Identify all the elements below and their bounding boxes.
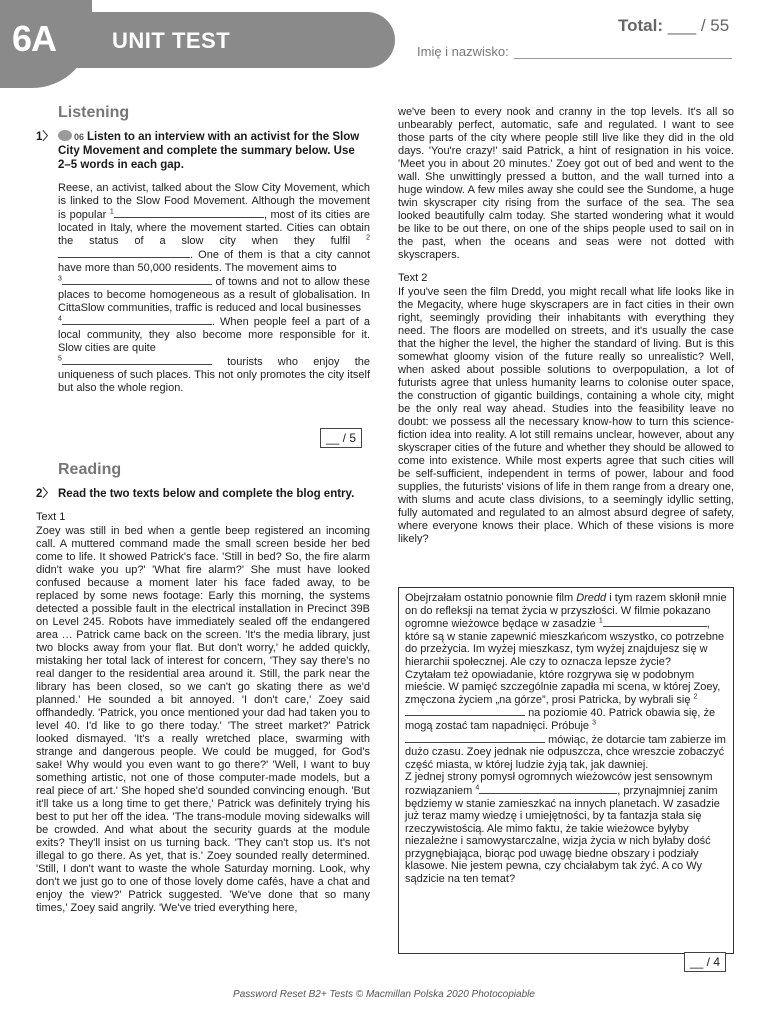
name-field[interactable] (514, 58, 732, 59)
gap-4[interactable] (62, 315, 212, 325)
gap-3[interactable] (62, 275, 212, 285)
track-number: 06 (74, 132, 85, 142)
reading-score-box[interactable]: __ / 4 (684, 952, 726, 972)
reading-title: Reading (58, 461, 122, 478)
task-number: 1〉 (36, 131, 54, 143)
blog-gap-3[interactable] (405, 733, 545, 743)
blog-gap-4[interactable] (479, 784, 617, 794)
blog-entry-text: Obejrzałam ostatnio ponownie film Dredd i tym razem skłonił mnie on do refleksji na temat życia w przyszłości. W filmie pokazano ogromne wieżowce będące w zasadzie $^1$ , które są w stanie zapewnić mieszkańcom wszystko, co potrzebne do przeżycia. Im wyżej mieszkasz, tym wyżej znajdujesz się w hierarchii społecznej. Ale czy to oznacza lepsze życie? Czytałam też opowiadanie, które rozgrywa się w podobnym mieście. W pamięć szczególnie zapadła mi scena, w której Zoey, zmęczona życiem „na górze”, prosi Patricka, by wybrali się $^2$ na poziomie 40. Patrick obawia się, że mogą zostać tam napadnięci. Próbuje $^3$ mówiąc, że dotarcie tam zabierze im dużo czasu. Zoey jednak nie odpuszcza, chce wreszcie zobaczyć część miasta, w której ludzie żyją tak, jak dawniej. Z jednej strony pomysł ogromnych wieżowców jest sensownym rozwiązaniem $^4$ , przynajmniej zanim będziemy w stanie zamieszkać na innych planetach. W zasadzie już teraz mamy wiedzę i umiejętności, by ta fantazja stała się rzeczywistością. Ale mimo faktu, że takie wieżowce byłyby niezależne i samowystarczalne, wizja życia w nich byłaby dość przygnębiająca, biorąc pod uwagę biedne obszary i podziały klasowe. Nie jestem pewna, czy chciałabym tak żyć. A co Wy sądzicie na ten temat? (405, 592, 727, 886)
text2-label: Text 2 (398, 272, 428, 284)
text1-body-part2: we've been to every nook and cranny in the top levels. It's all so unbearably perfect, automatic, safe and regulated. I want to see those parts of the city where people still live like they did in the old days. 'You're crazy!' said Patrick, a hint of resignation in his voice. 'Meet you in about 20 minutes.' Zoey got out of bed and went to the wall. She unwittingly pressed a button, and the wall turned into a huge window. A few miles away she could see the Sundome, a huge twin skyscraper city rising from the surface of the sea. The sea looked beautifully calm today. She started wondering what it would be like to be out there, on one of the ships people used to sail on in the past, when the oceans and seas were not dotted with skyscrapers. (398, 106, 734, 261)
unit-number: 6A (12, 18, 57, 59)
blog-gap-1[interactable] (603, 617, 707, 627)
film-title: Dredd (576, 592, 607, 604)
blog-gap-2[interactable] (405, 706, 525, 716)
total-max: / 55 (700, 16, 730, 35)
gap-1[interactable] (114, 208, 264, 218)
page-title: UNIT TEST (112, 28, 231, 53)
gap-5[interactable] (62, 355, 212, 365)
reading-instruction: 2〉 Read the two texts below and complete the blog entry. (36, 488, 355, 500)
text1-body-part1: Zoey was still in bed when a gentle beep registered an incoming call. A muttered command made the small screen beside her bed come to life. It showed Patrick's face. 'Still in bed? So, the fire alarm didn't wake you up?' 'What fire alarm?' She must have looked confused because a moment later his face faded away, to be replaced by some news footage: Early this morning, the systems detected a possible fault in the electrical installation in Precinct 39B on Level 245. Robots have immediately sealed off the endangered area … Patrick came back on the screen. 'It's the media library, just two blocks away from your flat. But don't worry,' he added quickly, mistaking her total lack of interest for concern, 'They say there's no real danger to the residential area around it. Still, the park near the library has been closed, so we can't go skating there as we'd planned.' He sounded a bit annoyed. 'I don't care,' Zoey said offhandedly. 'Patrick, you once mentioned your dad had taken you to level 40. I'd like to go there today.' 'The street market?' Patrick looked dismayed. 'It's a really wretched place, swarming with strange and dangerous people. We could be mugged, for God's sake! Why would you even want to go there?' 'Well, I want to buy something artistic, not one of those computer-made models, but a real piece of art.' She hoped she'd sounded convincing enough. 'But it'll take us a long time to get there,' Patrick was definitely trying his best to put her off the idea. 'The trans-module moving sidewalks will be crowded. And what about the security guards at the module exits? They'll insist on us turning back. 'They can't stop us. It's not illegal to go there. As yet, that is.' Zoey sounded really determined. 'Still, I don't want to waste the whole Saturday morning. Look, why don't we just go to one of those lovely dome cafés, have a chat and enjoy the view?' Patrick suggested. 'We've done that so many times,' Zoey said angrily. 'We've tried everything here, (36, 525, 370, 914)
page-footer: Password Reset B2+ Tests © Macmillan Polska 2020 Photocopiable (233, 989, 535, 1000)
reading-section (36, 461, 370, 915)
blog-entry-box (398, 587, 734, 954)
listening-summary: Reese, an activist, talked about the Slow City Movement, which is linked to the Slow Food Movement. Although the movement is popular $^1$ , most of its cities are located in Italy, where the movement started. Cities can obtain the status of a slow city when they fulfil $^2$. One of them is that a city cannot have more than 50,000 residents. The movement aims to $^3$ of towns and not to allow these places to become homogeneous as a result of globalisation. In CittaSlow communities, traffic is reduced and local businesses $^4$ . When people feel a part of a local community, they also become more responsible for it. Slow cities are quite $^5$ tourists who enjoy the uniqueness of such places. This not only promotes the city itself but also the whole region. (58, 182, 371, 394)
total-score (618, 16, 729, 36)
total-label: Total: (618, 16, 664, 35)
listening-score-box[interactable]: __ / 5 (320, 428, 362, 448)
left-column (36, 104, 370, 395)
name-label: Imię i nazwisko: (417, 44, 509, 59)
task-number: 2〉 (36, 488, 54, 500)
right-column (398, 106, 734, 546)
gap-2[interactable] (58, 248, 190, 258)
total-blank: ___ (667, 16, 697, 35)
audio-cd-icon[interactable] (58, 130, 72, 141)
listening-title: Listening (58, 104, 130, 121)
listening-instruction: 1〉 06 Listen to an interview with an activist for the Slow City Movement and complete the summary below. Use 2–5 words in each gap. (36, 131, 360, 171)
text1-label: Text 1 (36, 511, 66, 523)
text2-body: If you've seen the film Dredd, you might recall what life looks like in the Megacity, where huge skyscrapers are in fact cities in their own right, seemingly providing their inhabitants with everything they need. The floors are modelled on streets, and it's usually the case that the higher the level, the higher the standard of living. But is this somewhat gloomy vision of the future really so unrealistic? Well, when asked about possible solutions to overpopulation, a lot of futurists agree that unless humanity learns to colonise outer space, the construction of gigantic buildings, containing a whole city, might be the only real way ahead. Studies into the feasibility leave no doubt: we possess all the necessary know-how to turn this science-fiction idea into reality. A lot still remains unclear, however, about any skyscraper cities of the future and whether they should be allowed to come into existence. While most experts agree that such cities will be self-sufficient, independent in terms of power, labour and food supplies, the futurists' visions of life in them range from a dreary one, with slums and acute class divisions, to a seemingly idyllic setting, fully automated and regulated to an almost absurd degree of safety, where everyone knows their place. Which of these visions is more likely? (398, 286, 734, 545)
